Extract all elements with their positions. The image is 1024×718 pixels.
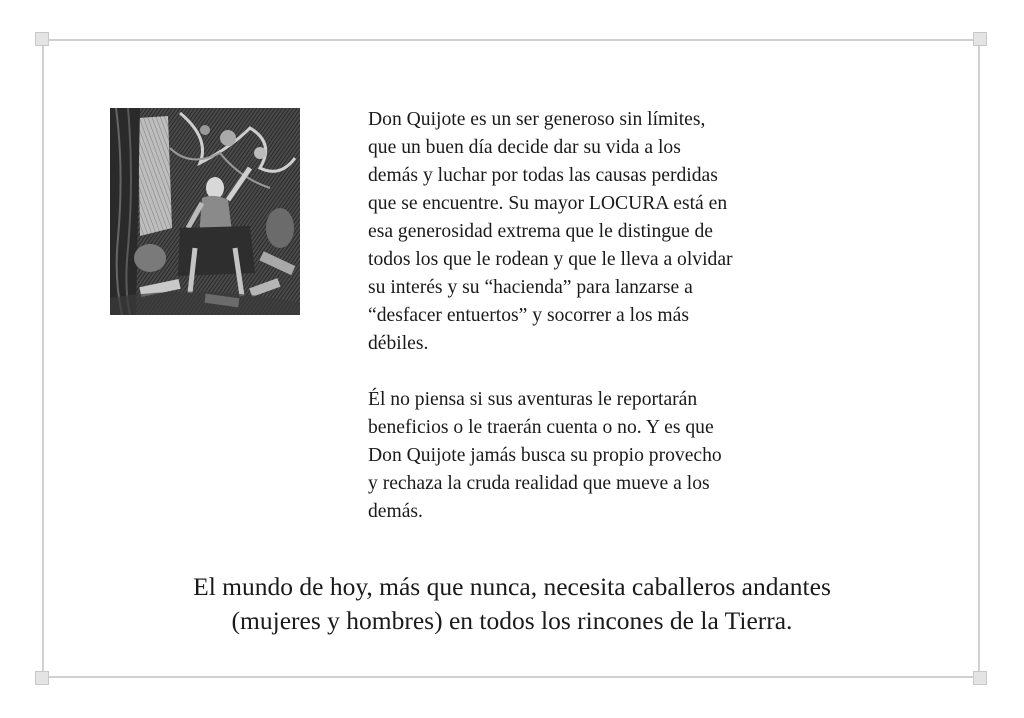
frame-corner-bottom-right — [973, 671, 987, 685]
text-line: todos los que le rodean y que le lleva a olvidar — [368, 249, 733, 270]
frame-corner-top-right — [973, 32, 987, 46]
engraving-illustration — [110, 108, 300, 315]
text-line: Don Quijote es un ser generoso sin límites, — [368, 109, 706, 130]
closing-line: El mundo de hoy, más que nunca, necesita caballeros andantes — [193, 572, 831, 601]
text-line: esa generosidad extrema que le distingue de — [368, 221, 713, 242]
text-line: “desfacer entuertos” y socorrer a los más — [368, 305, 689, 326]
text-line: que un buen día decide dar su vida a los — [368, 137, 681, 158]
paragraph-2 — [368, 386, 848, 526]
closing-statement — [60, 570, 964, 638]
text-line: Don Quijote jamás busca su propio provecho — [368, 445, 722, 466]
text-line: débiles. — [368, 333, 429, 354]
text-line: su interés y su “hacienda” para lanzarse a — [368, 277, 693, 298]
text-line: que se encuentre. Su mayor LOCURA está en — [368, 193, 728, 214]
main-text-block — [368, 106, 848, 526]
text-line: demás. — [368, 501, 423, 522]
text-line: demás y luchar por todas las causas perdidas — [368, 165, 718, 186]
frame-corner-bottom-left — [35, 671, 49, 685]
text-line: y rechaza la cruda realidad que mueve a los — [368, 473, 710, 494]
frame-corner-top-left — [35, 32, 49, 46]
text-line: beneficios o le traerán cuenta o no. Y es que — [368, 417, 714, 438]
closing-line: (mujeres y hombres) en todos los rincones de la Tierra. — [231, 606, 793, 635]
paragraph-1 — [368, 106, 848, 358]
text-line: Él no piensa si sus aventuras le reportarán — [368, 389, 698, 410]
don-quixote-engraving-image — [110, 108, 300, 315]
paragraph-gap — [368, 358, 848, 386]
